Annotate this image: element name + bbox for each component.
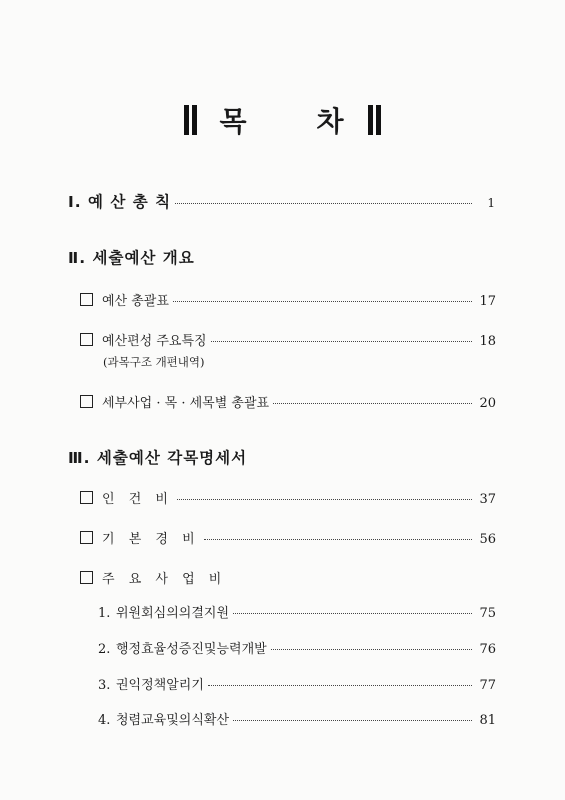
checkbox-icon <box>80 531 93 544</box>
page-number: 81 <box>479 713 496 728</box>
checkbox-icon <box>80 491 93 504</box>
toc-project-3[interactable] <box>98 674 496 693</box>
section-label: Ⅰ. 예 산 총 칙 <box>68 193 172 211</box>
page-number: 20 <box>479 396 496 411</box>
toc-item-budget-features[interactable] <box>80 330 496 349</box>
checkbox-icon <box>80 571 93 584</box>
item-label: 예산편성 주요특징 <box>102 334 207 349</box>
toc-item-detailed-summary[interactable] <box>80 392 496 411</box>
leader-dots <box>233 612 472 614</box>
item-note: (과목구조 개편내역) <box>103 355 205 369</box>
leader-dots <box>211 340 472 342</box>
item-label: 기 본 경 비 <box>102 532 200 547</box>
leader-dots <box>204 538 472 540</box>
item-label: 인 건 비 <box>102 492 173 507</box>
toc-item-personnel[interactable] <box>80 488 496 507</box>
page-number: 18 <box>479 334 496 349</box>
leader-dots <box>208 684 472 686</box>
project-label: 청렴교육및의식확산 <box>116 713 230 728</box>
leader-dots <box>233 719 472 721</box>
page-number: 76 <box>479 642 496 657</box>
page-number: 77 <box>479 678 496 693</box>
project-number: 4. <box>98 713 111 728</box>
toc-item-basic-expenses[interactable] <box>80 528 496 547</box>
toc-project-1[interactable] <box>98 602 496 621</box>
toc-item-main-projects[interactable] <box>80 568 226 587</box>
toc-project-2[interactable] <box>98 638 496 657</box>
project-label: 권익정책알리기 <box>116 678 204 693</box>
item-label: 주 요 사 업 비 <box>102 572 227 587</box>
item-label: 세부사업 · 목 · 세목별 총괄표 <box>102 396 270 411</box>
page-number: 56 <box>479 532 496 547</box>
title-bars-right-icon <box>368 104 381 136</box>
title-bars-left-icon <box>184 104 197 136</box>
toc-section-2[interactable]: Ⅱ. 세출예산 개요 <box>68 249 195 267</box>
toc-project-4[interactable] <box>98 709 496 728</box>
toc-section-1[interactable] <box>68 190 496 212</box>
toc-section-3[interactable]: Ⅲ. 세출예산 각목명세서 <box>68 449 248 467</box>
title-word-left: 목 <box>219 105 249 138</box>
item-label: 예산 총괄표 <box>102 294 169 309</box>
leader-dots <box>173 300 472 302</box>
leader-dots <box>175 202 472 204</box>
page-number: 75 <box>479 606 496 621</box>
project-label: 행정효율성증진및능력개발 <box>116 642 267 657</box>
leader-dots <box>271 648 472 650</box>
toc-item-budget-summary[interactable] <box>80 290 496 309</box>
page-number: 37 <box>479 492 496 507</box>
page-number: 1 <box>487 196 496 210</box>
project-number: 1. <box>98 606 111 621</box>
page-number: 17 <box>479 294 496 309</box>
checkbox-icon <box>80 333 93 346</box>
title-word-right: 차 <box>316 105 346 138</box>
project-label: 위원회심의의결지원 <box>116 606 230 621</box>
checkbox-icon <box>80 293 93 306</box>
leader-dots <box>177 498 472 500</box>
leader-dots <box>273 402 472 404</box>
page-title <box>0 100 565 140</box>
checkbox-icon <box>80 395 93 408</box>
project-number: 2. <box>98 642 111 657</box>
project-number: 3. <box>98 678 111 693</box>
